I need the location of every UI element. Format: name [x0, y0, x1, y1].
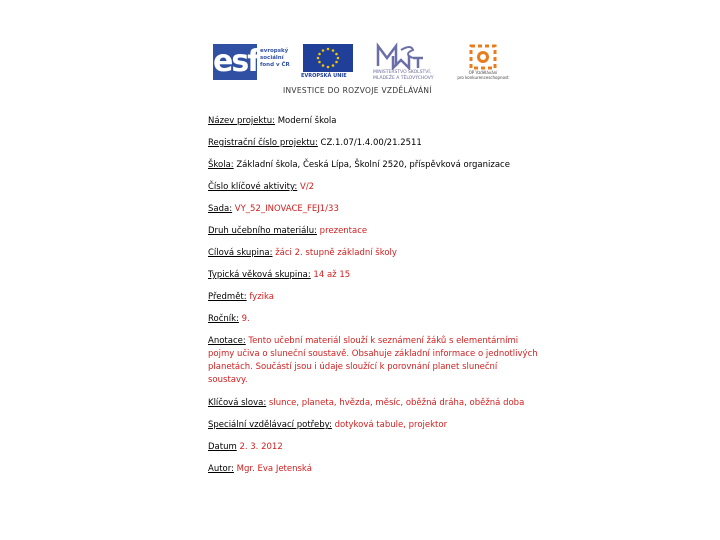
investice-slogan: INVESTICE DO ROZVOJE VZDĚLÁVÁNÍ: [283, 86, 432, 95]
field-label: Škola:: [208, 160, 234, 170]
field-label: Ročník:: [208, 314, 239, 324]
field-label: Název projektu:: [208, 116, 275, 126]
field-label: Typická věková skupina:: [208, 270, 311, 280]
field-value: 2. 3. 2012: [236, 442, 283, 452]
field-annotation: [208, 335, 538, 387]
field-value: Tento učební materiál slouží k seznámení žáků s elementárními pojmy učiva o sluneční soustavě. Obsahuje základní informace o jednotlivých planetách. Součástí jsou i údaje sloužící k porovnání planet sluneční soustavy.: [208, 336, 538, 385]
msmt-mark-icon: [373, 42, 443, 70]
op-caption-line: pro konkurenceschopnost: [457, 75, 509, 80]
esf-text-line: evropský: [260, 48, 289, 54]
field-value: prezentace: [316, 226, 368, 236]
esf-text-line: sociální: [260, 55, 284, 61]
field-subject: [208, 291, 538, 303]
msmt-logo: [373, 42, 443, 82]
field-value: 9.: [238, 314, 250, 324]
eu-flag-icon: [303, 44, 353, 72]
field-date: [208, 441, 538, 453]
field-label: Číslo klíčové aktivity:: [208, 182, 298, 192]
field-value: fyzika: [246, 292, 275, 302]
field-set: [208, 203, 538, 215]
field-label: Speciální vzdělávací potřeby:: [208, 420, 332, 430]
field-value: slunce, planeta, hvězda, měsíc, oběžná dráha, oběžná doba: [266, 398, 525, 408]
field-material-type: [208, 225, 538, 237]
field-value: Moderní škola: [275, 116, 337, 126]
field-value: žáci 2. stupně základní školy: [272, 248, 397, 258]
esf-mark: esf: [213, 44, 259, 79]
field-label: Klíčová slova:: [208, 398, 267, 408]
field-value: Základní škola, Česká Lípa, Školní 2520, příspěvková organizace: [233, 160, 510, 170]
field-label: Cílová skupina:: [208, 248, 273, 258]
msmt-caption-line: MLÁDEŽE A TĚLOVÝCHOVY: [373, 76, 434, 81]
project-fields: [208, 115, 538, 475]
msmt-caption: [373, 70, 443, 82]
op-caption-line: OP Vzdělávání: [468, 70, 498, 75]
field-registration: [208, 137, 538, 149]
op-mark-icon: [453, 42, 513, 70]
field-key-activity: [208, 181, 538, 193]
eu-logo: [303, 44, 353, 80]
msmt-caption-line: MINISTERSTVO ŠKOLSTVÍ,: [373, 70, 432, 75]
field-value: dotyková tabule, projektor: [331, 420, 448, 430]
field-label: Druh učebního materiálu:: [208, 226, 317, 236]
field-value: Mgr. Eva Jetenská: [233, 464, 312, 474]
field-label: Předmět:: [208, 292, 247, 302]
field-age-group: [208, 269, 538, 281]
field-label: Registrační číslo projektu:: [208, 138, 318, 148]
field-grade: [208, 313, 538, 325]
field-value: V/2: [297, 182, 315, 192]
field-value: CZ.1.07/1.4.00/21.2511: [317, 138, 422, 148]
field-author: [208, 463, 538, 475]
field-label: Anotace:: [208, 336, 246, 346]
op-logo: [453, 42, 513, 87]
field-special-needs: [208, 419, 538, 431]
esf-text: [260, 48, 300, 69]
esf-logo: [213, 44, 295, 80]
field-label: Autor:: [208, 464, 234, 474]
field-keywords: [208, 397, 538, 409]
field-target-group: [208, 247, 538, 259]
field-school: [208, 159, 538, 171]
field-label: Datum: [208, 442, 237, 452]
esf-text-line: fond v ČR: [260, 62, 290, 68]
field-label: Sada:: [208, 204, 233, 214]
field-value: VY_52_INOVACE_FEJ1/33: [232, 204, 339, 214]
field-project-name: [208, 115, 538, 127]
op-caption: [453, 70, 513, 80]
eu-caption: EVROPSKÁ UNIE: [301, 73, 347, 79]
field-value: 14 až 15: [310, 270, 351, 280]
